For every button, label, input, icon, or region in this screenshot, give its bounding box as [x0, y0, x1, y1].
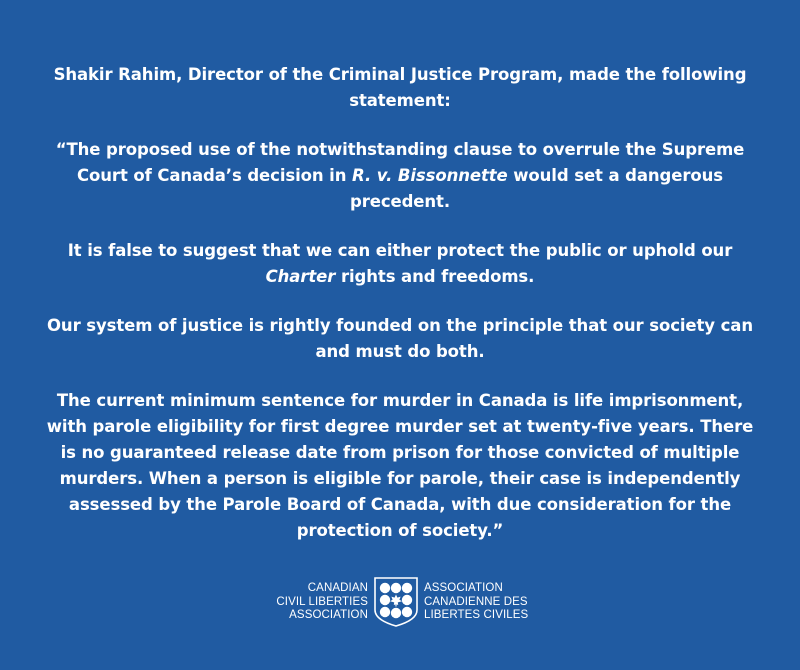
- statement-p2-text-after: rights and freedoms.: [335, 267, 535, 286]
- statement-paragraph-1: [40, 137, 760, 215]
- case-name: R. v. Bissonnette: [352, 166, 508, 185]
- shield-dots-maple-leaf-icon: [373, 576, 419, 628]
- logo-french-name: [424, 582, 528, 623]
- logo-english-line: ASSOCIATION: [289, 609, 368, 621]
- logo-french-line: CANADIENNE DES: [424, 595, 528, 608]
- logo-english-name: [276, 582, 368, 623]
- logo-english-line: CIVIL LIBERTIES: [276, 595, 368, 608]
- organization-logo: [0, 574, 800, 632]
- logo-french-line: LIBERTES CIVILES: [424, 609, 529, 621]
- logo-english-line: CANADIAN: [307, 582, 368, 594]
- statement-p2-text-before: It is false to suggest that we can either protect the public or uphold our: [67, 241, 733, 260]
- statement-paragraph-2: [40, 238, 760, 290]
- charter-word: Charter: [265, 267, 336, 286]
- statement-intro: Shakir Rahim, Director of the Criminal Justice Program, made the following statement:: [53, 65, 747, 110]
- statement-p1-text-before: “The proposed use of the notwithstanding clause to overrule the Supreme Court of Canada’s decision in: [55, 140, 745, 185]
- statement-text: [40, 62, 760, 544]
- statement-p1-text-after: would set a dangerous precedent.: [349, 166, 723, 211]
- statement-paragraph-3: Our system of justice is rightly founded on the principle that our society can and must do both.: [47, 316, 753, 361]
- logo-french-line: ASSOCIATION: [424, 582, 503, 594]
- statement-paragraph-4: The current minimum sentence for murder in Canada is life imprisonment, with parole eligibility for first degree murder set at twenty-five years. There is no guaranteed release date from prison for those convicted of multiple murders. When a person is eligible for parole, their case is independently assessed by the Parole Board of Canada, with due consideration for the protection of society.”: [46, 391, 754, 540]
